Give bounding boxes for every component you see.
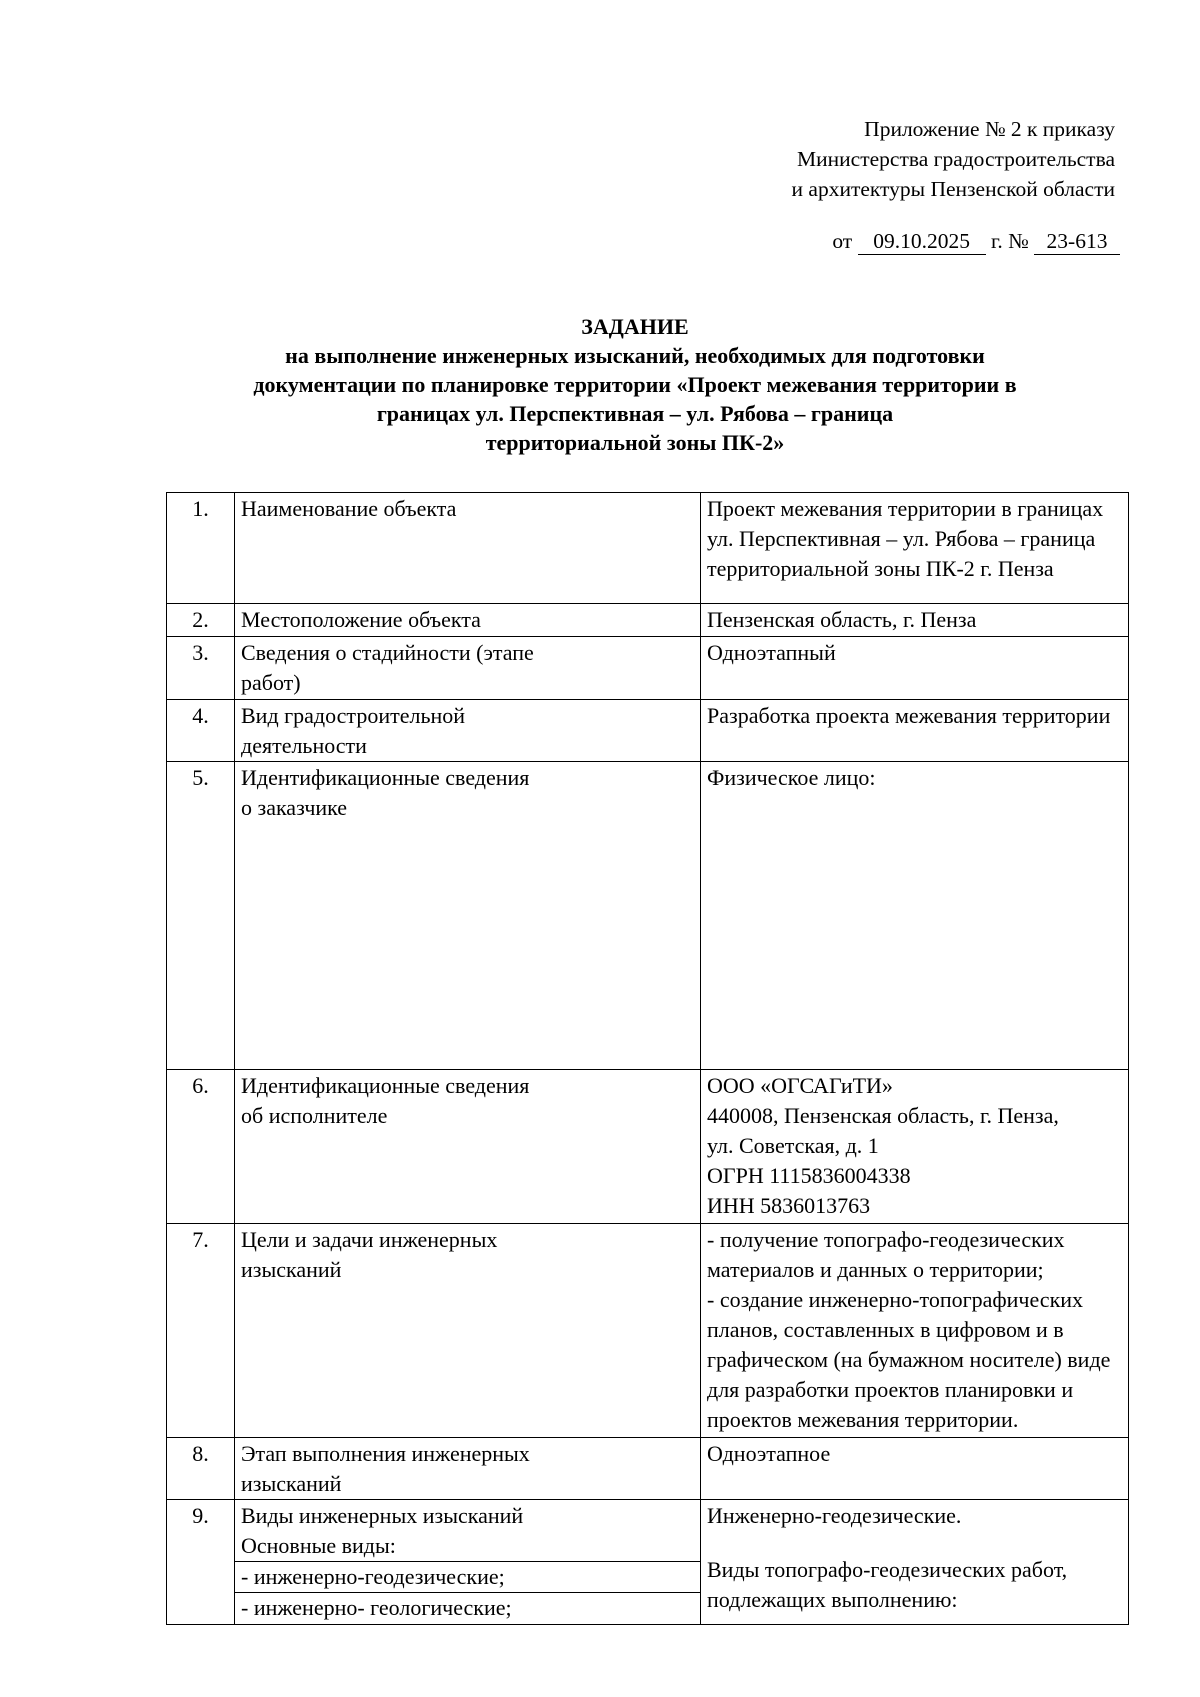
row-value: Одноэтапное [701,1438,1129,1500]
table-row [167,762,1129,1070]
row-label: Идентификационные сведения об исполнителе [235,1070,701,1224]
row-sub-item: - инженерно-геодезические; [235,1561,700,1592]
row-number: 2. [167,604,235,637]
row-value: ООО «ОГСАГиТИ» 440008, Пензенская область, г. Пенза, ул. Советская, д. 1 ОГРН 1115836004338 ИНН 5836013763 [701,1070,1129,1224]
order-number: 23-613 [1034,228,1120,255]
row-number: 6. [167,1070,235,1224]
table-row [167,1500,1129,1625]
row-value: Одноэтапный [701,637,1129,700]
row-number: 5. [167,762,235,1070]
title-heading: ЗАДАНИЕ [581,314,689,339]
row-label: Идентификационные сведения о заказчике [235,762,701,1070]
order-number-sign: № [1008,229,1029,253]
title-line: документации по планировке территории «Проект межевания территории в [253,372,1017,397]
row-value: Проект межевания территории в границах ул. Перспективная – ул. Рябова – граница территориальной зоны ПК-2 г. Пенза [701,493,1129,604]
row-number: 9. [167,1500,235,1625]
order-prefix: от [832,229,853,253]
header-line-3: и архитектуры Пензенской области [791,177,1115,201]
table-row [167,604,1129,637]
row-number: 3. [167,637,235,700]
row-number: 8. [167,1438,235,1500]
row-label: Виды инженерных изысканий Основные виды: - инженерно-геодезические; - инженерно- геологические; [235,1500,701,1625]
row-label: Этап выполнения инженерных изысканий [235,1438,701,1500]
document-header [595,114,1115,204]
row-label: Вид градостроительной деятельности [235,700,701,762]
assignment-table [166,492,1129,1625]
row-label: Сведения о стадийности (этапе работ) [235,637,701,700]
order-date: 09.10.2025 [858,228,986,255]
header-line-1: Приложение № 2 к приказу [864,117,1115,141]
order-date-line [832,226,1120,256]
table-row [167,1438,1129,1500]
row-value: Физическое лицо: [701,762,1129,1070]
row-label: Цели и задачи инженерных изысканий [235,1224,701,1438]
row-label: Наименование объекта [235,493,701,604]
order-year-suffix: г. [990,229,1003,253]
row-value: Разработка проекта межевания территории [701,700,1129,762]
row-number: 7. [167,1224,235,1438]
row-value: Пензенская область, г. Пенза [701,604,1129,637]
table-row [167,700,1129,762]
title-line: территориальной зоны ПК-2» [485,430,785,455]
row-sub-item: - инженерно- геологические; [235,1592,700,1623]
row-number: 1. [167,493,235,604]
row-number: 4. [167,700,235,762]
table-row [167,493,1129,604]
table-row [167,637,1129,700]
header-line-2: Министерства градостроительства [797,147,1115,171]
row-value: Инженерно-геодезические. Виды топографо-геодезических работ, подлежащих выполнению: [701,1500,1129,1625]
document-title [130,312,1140,457]
table-row [167,1070,1129,1224]
title-line: на выполнение инженерных изысканий, необходимых для подготовки [285,343,985,368]
title-line: границах ул. Перспективная – ул. Рябова – граница [376,401,894,426]
row-value: - получение топографо-геодезических материалов и данных о территории; - создание инженерно-топографических планов, составленных в цифровом и в графическом (на бумажном носителе) виде для разработки проектов планировки и проектов межевания территории. [701,1224,1129,1438]
table-row [167,1224,1129,1438]
row-label: Местоположение объекта [235,604,701,637]
